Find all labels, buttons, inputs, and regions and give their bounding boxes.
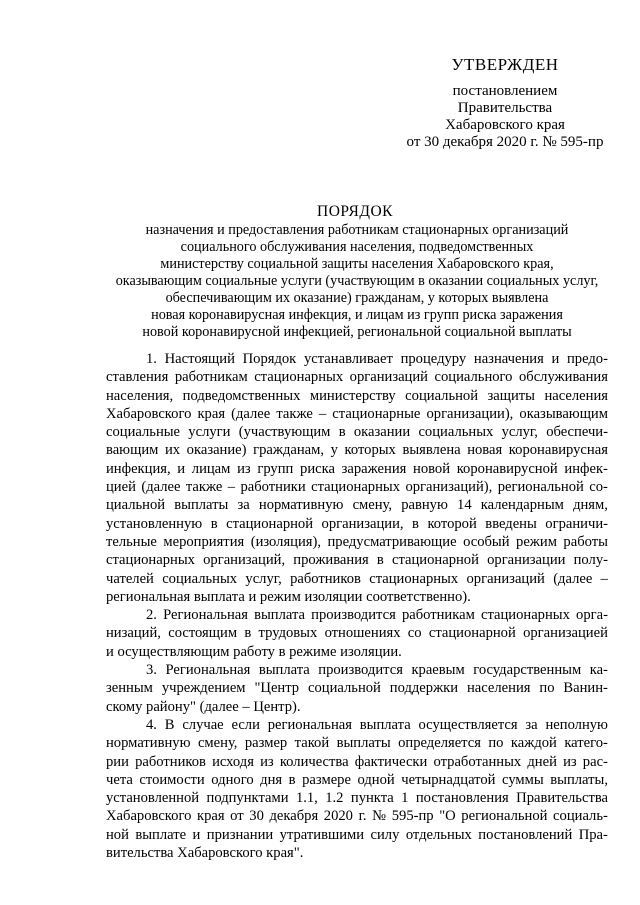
subtitle-line: обеспечивающим их оказание) гражданам, у которых выявлена <box>165 290 549 306</box>
paragraph-line: Хабаровского края (далее также – стационарные организации), оказывающим <box>106 405 608 422</box>
paragraph-line: ставления работникам стационарных организаций социального обслуживания <box>106 369 608 386</box>
paragraph-line: стационарных организаций, проживания в стационарной организации полу- <box>106 552 608 569</box>
paragraph-line: вительства Хабаровского края". <box>106 845 304 862</box>
paragraph-line: цией (далее также – работники стационарных организаций), региональной со- <box>106 479 608 496</box>
subtitle-line: назначения и предоставления работникам стационарных организаций <box>145 222 569 238</box>
approval-line: Правительства <box>457 100 553 116</box>
paragraph-line: установленную в стационарной организации, в которой введены ограничи- <box>106 515 608 532</box>
paragraph-line: рии работников исходя из количества фактически отработанных дней из рас- <box>106 753 608 770</box>
paragraph <box>106 661 608 716</box>
paragraph-line: скому району" (далее – Центр). <box>106 698 301 715</box>
paragraph-line: нормативную смену, размер такой выплаты определяется по каждой катего- <box>106 735 608 752</box>
paragraph-line: 1. Настоящий Порядок устанавливает процедуру назначения и предо- <box>146 351 608 367</box>
approval-line: от 30 декабря 2020 г. № 595-пр <box>406 134 604 150</box>
paragraph-line: низаций, состоящим в трудовых отношениях со стационарной организацией <box>106 625 608 642</box>
approval-stamp-title: УТВЕРЖДЕН <box>451 55 559 74</box>
paragraph-line: вающим их оказание) гражданам, у которых выявлена новая коронавирусная <box>106 442 608 459</box>
paragraph-line: 2. Региональная выплата производится работникам стационарных орга- <box>146 607 608 624</box>
paragraph <box>106 606 608 661</box>
approval-stamp-block <box>400 56 610 151</box>
document-title: ПОРЯДОК <box>317 203 393 220</box>
subtitle-line: новая коронавирусная инфекция, и лицам из групп риска заражения <box>151 307 563 323</box>
subtitle-line: социального обслуживания населения, подведомственных <box>180 239 534 255</box>
paragraph-line: тельные мероприятия (изоляция), предусматривающие особый режим работы <box>106 533 608 550</box>
subtitle-line: новой коронавирусной инфекцией, региональной социальной выплаты <box>142 324 572 340</box>
paragraph-line: инфекция, и лицам из групп риска заражения новой коронавирусной инфек- <box>106 460 608 477</box>
paragraph-line: 4. В случае если региональная выплата осуществляется за неполную <box>146 716 608 733</box>
approval-line: Хабаровского края <box>445 117 565 133</box>
subtitle-line: министерству социальной защиты населения Хабаровского края, <box>160 256 554 272</box>
document-subtitle <box>84 222 630 341</box>
paragraph-line: 3. Региональная выплата производится краевым государственным ка- <box>146 662 608 679</box>
paragraph-line: населения, подведомственных министерству социальной защиты населения <box>106 387 608 404</box>
paragraph-line: региональная выплата и режим изоляции соответственно). <box>106 588 471 605</box>
paragraph <box>106 716 608 862</box>
paragraph-line: чета стоимости одного дня в размере одной четырнадцатой суммы выплаты, <box>106 771 608 788</box>
paragraph-line: чателей социальных услуг, работников стационарных организаций (далее – <box>106 570 608 587</box>
document-body <box>106 350 608 862</box>
subtitle-line: оказывающим социальные услуги (участвующим в оказании социальных услуг, <box>115 273 599 289</box>
paragraph-line: социальные услуги (участвующим в оказании социальных услуг, обеспечи- <box>106 424 608 441</box>
paragraph-line: циальной выплаты за нормативную смену, равную 14 календарным дням, <box>106 497 608 514</box>
paragraph-line: ной выплате и признании утратившими силу отдельных постановлений Пра- <box>106 826 608 843</box>
approval-line: постановлением <box>452 83 558 99</box>
paragraph-line: установленной подпунктами 1.1, 1.2 пункта 1 постановления Правительства <box>106 790 608 807</box>
paragraph <box>106 350 608 606</box>
paragraph-line: зенным учреждением "Центр социальной поддержки населения по Ванин- <box>106 680 608 697</box>
paragraph-line: Хабаровского края от 30 декабря 2020 г. № 595-пр "О региональной социаль- <box>106 808 608 825</box>
paragraph-line: и осуществляющим работу в режиме изоляции. <box>106 643 402 660</box>
